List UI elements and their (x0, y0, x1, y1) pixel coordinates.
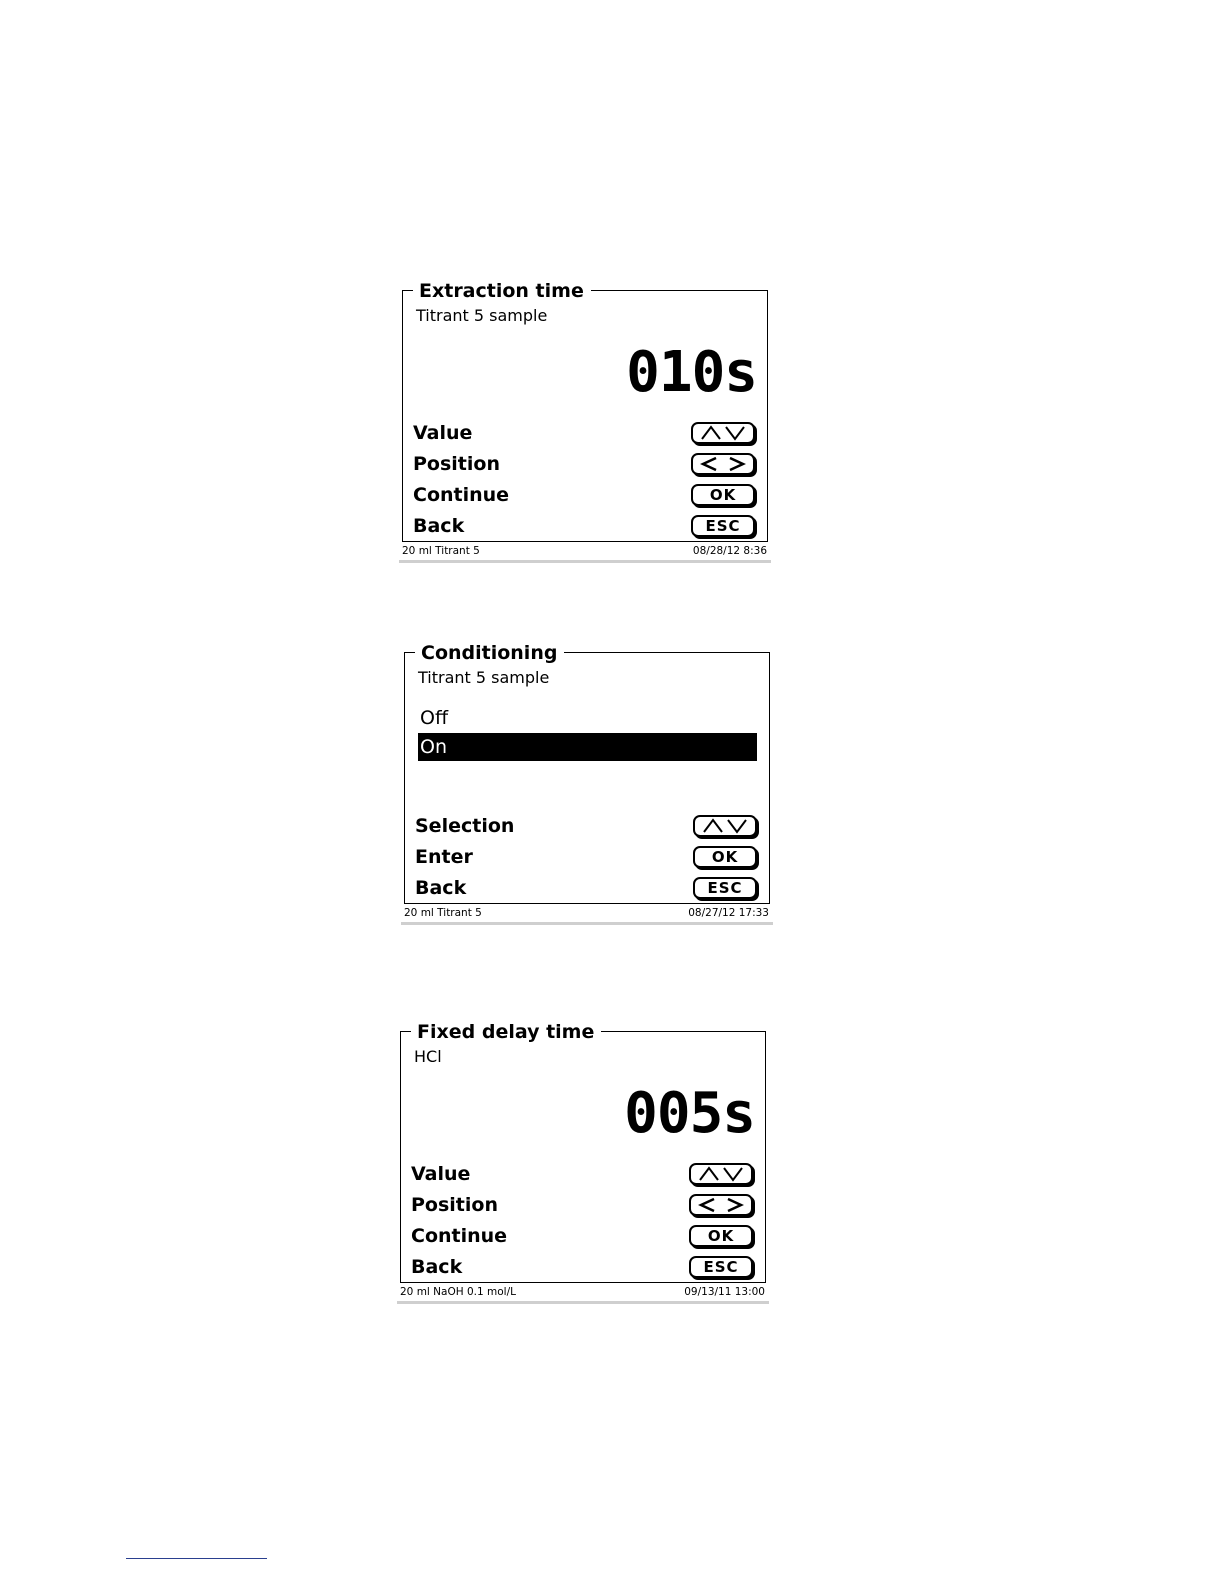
screen-title: Fixed delay time (411, 1021, 601, 1043)
option-off[interactable]: Off (420, 707, 449, 729)
left-right-key[interactable] (689, 1194, 753, 1216)
fixed-delay-time-screen (400, 1021, 769, 1304)
ok-key[interactable]: OK (691, 484, 755, 506)
screen-title: Extraction time (413, 280, 591, 302)
screen-subtitle: Titrant 5 sample (416, 306, 548, 325)
menu-label-value: Value (413, 421, 473, 444)
up-down-arrows-icon (700, 425, 746, 441)
menu-label-position: Position (411, 1193, 498, 1216)
screen-subtitle: HCl (414, 1047, 442, 1066)
esc-key[interactable]: ESC (693, 877, 757, 899)
fixed-delay-time-panel (400, 1021, 766, 1283)
left-right-arrows-icon (700, 456, 746, 472)
up-down-key[interactable] (689, 1163, 753, 1185)
softkey-menu (413, 417, 755, 541)
status-titrant: 20 ml NaOH 0.1 mol/L (400, 1286, 516, 1298)
menu-row-selection (415, 810, 757, 841)
up-down-key[interactable] (693, 815, 757, 837)
status-titrant: 20 ml Titrant 5 (404, 907, 482, 919)
status-bar (399, 542, 771, 563)
ok-key[interactable]: OK (689, 1225, 753, 1247)
menu-row-enter (415, 841, 757, 872)
menu-row-continue (411, 1220, 753, 1251)
softkey-menu (415, 810, 757, 903)
menu-label-enter: Enter (415, 845, 473, 868)
option-on-selected[interactable]: On (418, 733, 757, 761)
status-datetime: 08/27/12 17:33 (688, 907, 769, 919)
conditioning-screen (404, 642, 773, 925)
extraction-time-value[interactable]: 010s (626, 340, 757, 405)
menu-label-back: Back (413, 514, 465, 537)
menu-label-back: Back (411, 1255, 463, 1278)
footnote-separator (126, 1558, 267, 1559)
status-datetime: 09/13/11 13:00 (684, 1286, 765, 1298)
status-datetime: 08/28/12 8:36 (692, 545, 767, 557)
menu-row-back (415, 872, 757, 903)
softkey-menu (411, 1158, 753, 1282)
menu-row-value (413, 417, 755, 448)
menu-row-back (411, 1251, 753, 1282)
up-down-arrows-icon (702, 818, 748, 834)
menu-label-selection: Selection (415, 814, 515, 837)
menu-label-position: Position (413, 452, 500, 475)
extraction-time-screen (402, 280, 771, 563)
left-right-arrows-icon (698, 1197, 744, 1213)
menu-label-back: Back (415, 876, 467, 899)
menu-row-back (413, 510, 755, 541)
menu-row-position (411, 1189, 753, 1220)
menu-label-continue: Continue (413, 483, 510, 506)
up-down-arrows-icon (698, 1166, 744, 1182)
left-right-key[interactable] (691, 453, 755, 475)
menu-row-value (411, 1158, 753, 1189)
up-down-key[interactable] (691, 422, 755, 444)
esc-key[interactable]: ESC (691, 515, 755, 537)
esc-key[interactable]: ESC (689, 1256, 753, 1278)
menu-label-value: Value (411, 1162, 471, 1185)
screen-subtitle: Titrant 5 sample (418, 668, 550, 687)
status-bar (397, 1283, 769, 1304)
status-bar (401, 904, 773, 925)
fixed-delay-time-value[interactable]: 005s (624, 1081, 755, 1146)
extraction-time-panel (402, 280, 768, 542)
menu-row-continue (413, 479, 755, 510)
status-titrant: 20 ml Titrant 5 (402, 545, 480, 557)
ok-key[interactable]: OK (693, 846, 757, 868)
screen-title: Conditioning (415, 642, 564, 664)
menu-row-position (413, 448, 755, 479)
conditioning-panel (404, 642, 770, 904)
menu-label-continue: Continue (411, 1224, 508, 1247)
